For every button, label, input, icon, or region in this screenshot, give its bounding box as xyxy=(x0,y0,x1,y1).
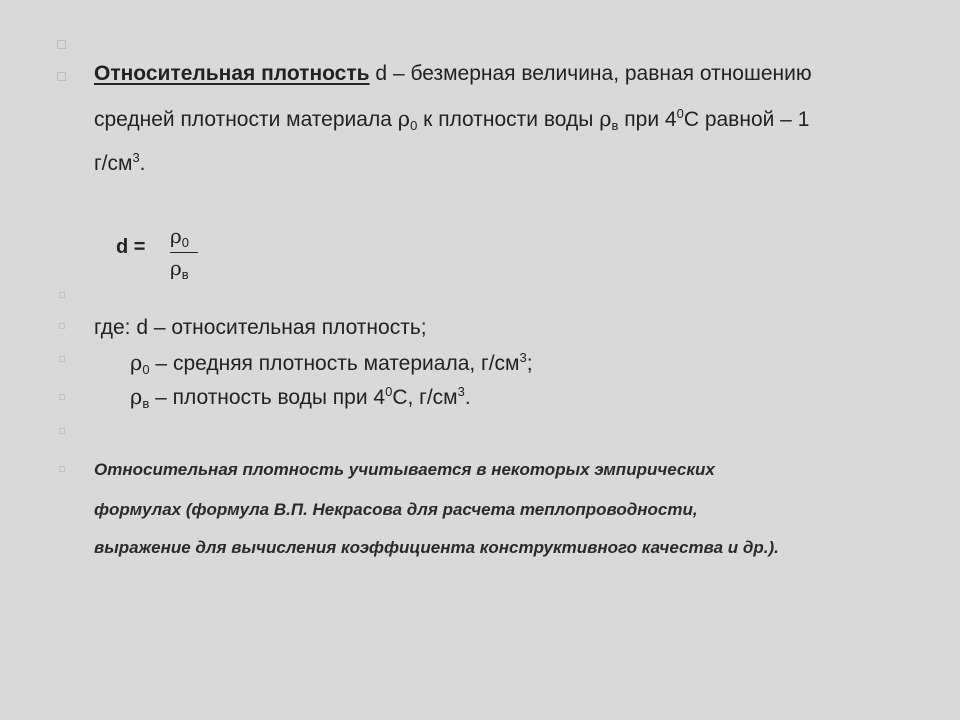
subscript: 0 xyxy=(142,362,150,377)
where-line-2 xyxy=(130,350,533,377)
formula-numerator xyxy=(170,224,200,250)
bullet-marker xyxy=(59,323,65,329)
superscript: 3 xyxy=(457,384,465,399)
bullet-marker xyxy=(59,356,65,362)
subscript: 0 xyxy=(410,118,418,133)
bullet-marker xyxy=(57,72,66,81)
definition-text: при 4 xyxy=(624,108,677,131)
superscript: 3 xyxy=(519,350,527,365)
definition-text: средней плотности материала xyxy=(94,108,392,131)
punctuation: ; xyxy=(526,352,533,375)
superscript: 0 xyxy=(385,384,393,399)
definition-line-3 xyxy=(94,150,146,176)
rho-symbol: ρ xyxy=(397,107,411,131)
definition-text: к плотности воды xyxy=(423,108,594,131)
subscript: в xyxy=(142,396,150,411)
bullet-marker xyxy=(57,40,66,49)
bullet-marker xyxy=(59,466,65,472)
fraction-bar xyxy=(170,252,198,253)
bullet-marker xyxy=(59,428,65,434)
rho-symbol: ρ xyxy=(170,224,182,248)
where-line-3 xyxy=(130,384,471,411)
note-line-1: Относительная плотность учитывается в некоторых эмпирических xyxy=(94,460,715,479)
definition-text: – безмерная величина, равная отношению xyxy=(392,62,812,85)
formula-fraction xyxy=(170,224,200,282)
where-text: где: d – относительная плотность; xyxy=(94,316,427,339)
superscript: 0 xyxy=(676,106,684,121)
rho-symbol: ρ xyxy=(130,351,143,375)
symbol-d: d xyxy=(375,62,388,85)
rho-symbol: ρ xyxy=(170,256,182,280)
formula-denominator xyxy=(170,256,200,282)
punctuation: . xyxy=(139,152,146,175)
definition-text: С равной – 1 xyxy=(683,108,810,131)
bullet-marker xyxy=(59,292,65,298)
note-line-2: формулах (формула В.П. Некрасова для расчета теплопроводности, xyxy=(94,500,698,519)
where-line-1 xyxy=(94,316,427,340)
subscript: 0 xyxy=(181,235,189,250)
rho-symbol: ρ xyxy=(130,385,143,409)
formula-lhs: d = xyxy=(116,236,146,258)
rho-symbol: ρ xyxy=(599,107,612,131)
superscript: 3 xyxy=(132,150,140,165)
bullet-marker xyxy=(59,394,65,400)
definition-line-1 xyxy=(94,62,812,86)
where-text: – средняя плотность материала, г/см xyxy=(149,352,520,375)
term-heading: Относительная плотность xyxy=(94,62,370,85)
subscript: в xyxy=(611,118,619,133)
where-text: – плотность воды при 4 xyxy=(149,386,386,409)
punctuation: . xyxy=(464,386,471,409)
subscript: в xyxy=(181,267,189,282)
unit-text: г/см xyxy=(94,152,133,175)
definition-line-2 xyxy=(94,106,809,133)
note-line-3: выражение для вычисления коэффициента конструктивного качества и др.). xyxy=(94,538,779,557)
where-text: С, г/см xyxy=(392,386,458,409)
